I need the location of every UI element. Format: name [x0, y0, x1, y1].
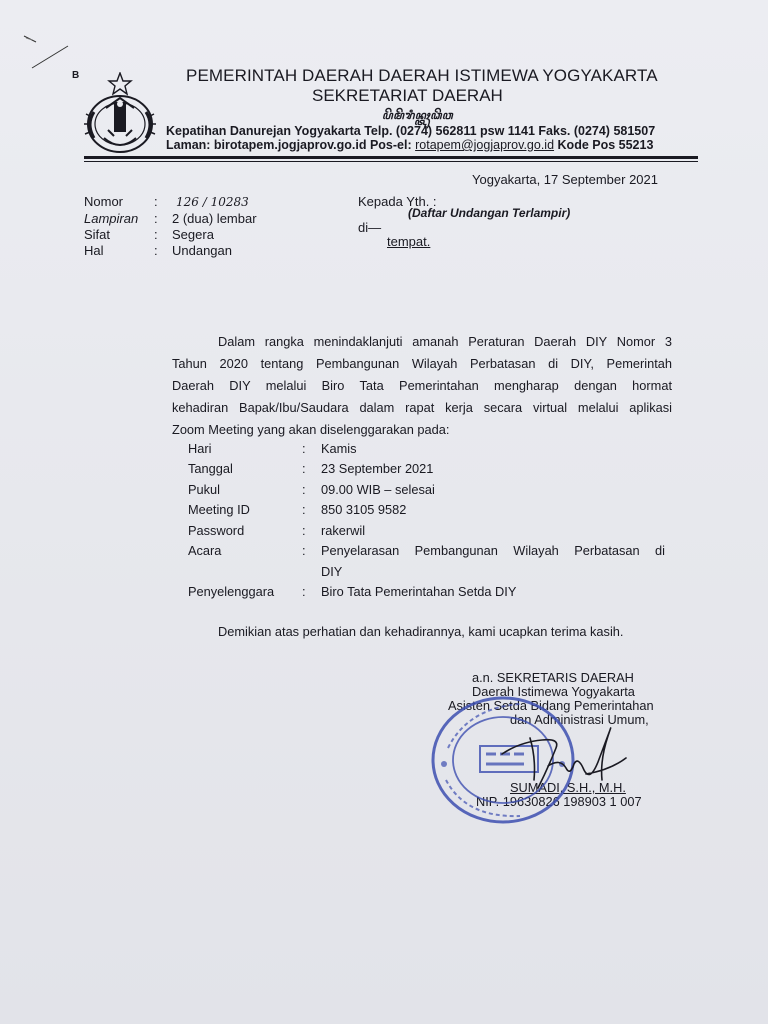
detail-value-password: rakerwil	[321, 523, 366, 538]
dIY-emblem-icon	[82, 72, 158, 158]
meta-value-nomor: 126 / 10283	[176, 195, 249, 209]
body-line: Tahun 2020 tentang Pembangunan Wilayah Perbatasan di DIY, Pemerintah	[172, 356, 672, 371]
letter-date: Yogyakarta, 17 September 2021	[472, 172, 658, 187]
detail-label-pukul: Pukul	[188, 482, 221, 497]
detail-label-hari: Hari	[188, 441, 212, 456]
recipient-to: Kepada Yth. :	[358, 194, 437, 209]
body-line: Daerah DIY melalui Biro Tata Pemerintahan mengharap dengan hormat	[172, 378, 672, 393]
signatory-name: SUMADI, S.H., M.H.	[510, 780, 626, 795]
signature-line-3: Asisten Setda Bidang Pemerintahan	[448, 698, 654, 713]
meta-value-sifat: Segera	[172, 227, 214, 242]
recipient-list: (Daftar Undangan Terlampir)	[408, 206, 571, 220]
meta-label-sifat: Sifat	[84, 227, 111, 242]
signature-line-1: a.n. SEKRETARIS DAERAH	[472, 670, 634, 685]
meta-sep: :	[154, 211, 158, 226]
detail-label-acara: Acara	[188, 543, 222, 558]
body-line: Zoom Meeting yang akan diselenggarakan pada:	[172, 422, 450, 437]
detail-sep: :	[302, 482, 306, 497]
detail-label-penyelenggara: Penyelenggara	[188, 584, 275, 599]
letterhead-contact	[166, 138, 653, 152]
detail-label-password: Password	[188, 523, 245, 538]
detail-value-acara: Penyelarasan Pembangunan Wilayah Perbatasan di	[321, 543, 665, 558]
meta-label-lampiran: Lampiran	[84, 211, 139, 226]
letterhead-address: Kepatihan Danurejan Yogyakarta Telp. (0274) 562811 psw 1141 Faks. (0274) 581507	[166, 124, 656, 138]
body-line: kehadiran Bapak/Ibu/Saudara dalam rapat kerja secara virtual melalui aplikasi	[172, 400, 672, 415]
detail-sep: :	[302, 502, 306, 517]
detail-label-meeting-id: Meeting ID	[188, 502, 250, 517]
letterhead-postcode: Kode Pos 55213	[557, 138, 654, 152]
detail-value-hari: Kamis	[321, 441, 357, 456]
letterhead-title: PEMERINTAH DAERAH DAERAH ISTIMEWA YOGYAKARTA	[186, 66, 658, 85]
signature-line-4: dan Administrasi Umum,	[510, 712, 649, 727]
letterhead-divider-thin	[84, 161, 698, 162]
meta-value-lampiran: 2 (dua) lembar	[172, 211, 257, 226]
detail-sep: :	[302, 523, 306, 538]
closing-sentence: Demikian atas perhatian dan kehadirannya, kami ucapkan terima kasih.	[218, 624, 624, 639]
meta-value-hal: Undangan	[172, 243, 232, 258]
detail-value-meeting-id: 850 3105 9582	[321, 502, 407, 517]
letterhead-email-link[interactable]: rotapem@jogjaprov.go.id	[415, 138, 555, 152]
corner-mark: B	[72, 70, 80, 81]
detail-sep: :	[302, 584, 306, 599]
detail-sep: :	[302, 543, 306, 558]
detail-label-tanggal: Tanggal	[188, 461, 233, 476]
meta-label-hal: Hal	[84, 243, 104, 258]
javanese-script-line: ꦥꦼꦩꦼꦫꦶꦤ꧀ꦠꦃꦣꦼꦮ	[382, 110, 454, 122]
meta-sep: :	[154, 227, 158, 242]
meta-sep: :	[154, 243, 158, 258]
recipient-di: di—	[358, 220, 382, 235]
detail-sep: :	[302, 461, 306, 476]
body-line: Dalam rangka menindaklanjuti amanah Peraturan Daerah DIY Nomor 3	[218, 334, 672, 349]
signatory-nip: NIP. 19630826 198903 1 007	[476, 794, 642, 809]
detail-value-tanggal: 23 September 2021	[321, 461, 434, 476]
detail-value-pukul: 09.00 WIB – selesai	[321, 482, 435, 497]
letterhead-web: Laman: birotapem.jogjaprov.go.id Pos-el:	[166, 138, 412, 152]
paper-crease-mark	[22, 32, 70, 72]
detail-value-penyelenggara: Biro Tata Pemerintahan Setda DIY	[321, 584, 517, 599]
recipient-place: tempat.	[387, 234, 431, 249]
letterhead-subtitle: SEKRETARIAT DAERAH	[312, 86, 503, 105]
signature-line-2: Daerah Istimewa Yogyakarta	[472, 684, 635, 699]
meta-label-nomor: Nomor	[84, 194, 124, 209]
handwritten-signature-icon	[490, 718, 640, 798]
meta-sep: :	[154, 194, 158, 209]
detail-value-acara-cont: DIY	[321, 564, 343, 579]
detail-sep: :	[302, 441, 306, 456]
letterhead-divider	[84, 156, 698, 159]
